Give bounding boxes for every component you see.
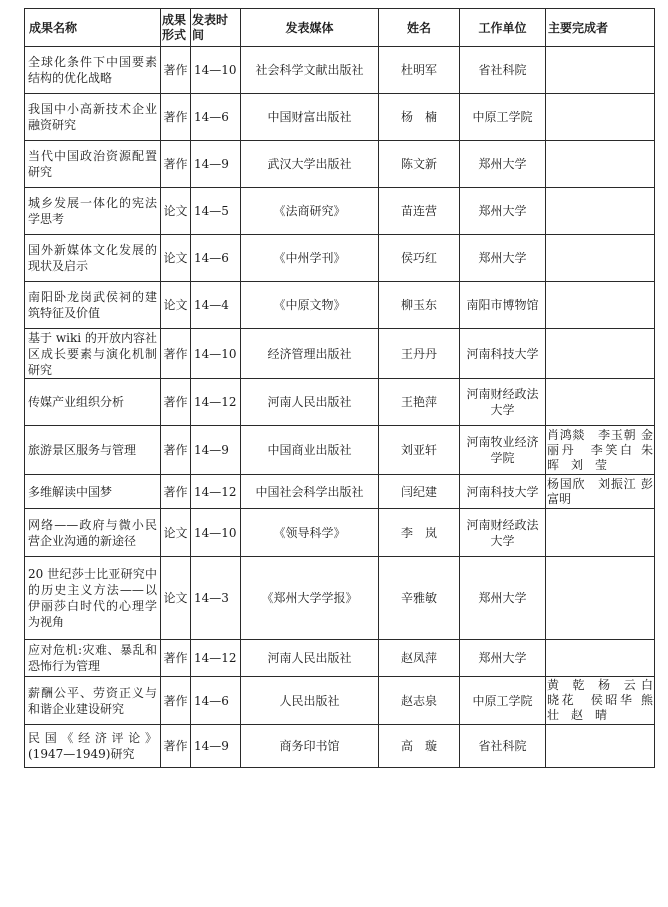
table-row	[25, 509, 655, 557]
cell-unit: 南阳市博物馆	[460, 282, 546, 329]
table-row	[25, 235, 655, 282]
cell-time: 14—10	[191, 47, 241, 94]
cell-time: 14—12	[191, 379, 241, 426]
cell-time: 14—3	[191, 557, 241, 640]
cell-title: 应对危机:灾难、暴乱和恐怖行为管理	[25, 640, 161, 677]
cell-title: 国外新媒体文化发展的现状及启示	[25, 235, 161, 282]
cell-time: 14—5	[191, 188, 241, 235]
cell-form: 著作	[161, 141, 191, 188]
cell-form: 著作	[161, 640, 191, 677]
cell-title: 当代中国政治资源配置研究	[25, 141, 161, 188]
cell-media: 《中原文物》	[241, 282, 379, 329]
cell-time: 14—10	[191, 329, 241, 379]
table-row	[25, 329, 655, 379]
cell-name: 杨 楠	[379, 94, 460, 141]
cell-title: 城乡发展一体化的宪法学思考	[25, 188, 161, 235]
cell-members	[546, 141, 655, 188]
cell-media: 中国财富出版社	[241, 94, 379, 141]
cell-time: 14—10	[191, 509, 241, 557]
table-header-row	[25, 9, 655, 47]
cell-title: 全球化条件下中国要素结构的优化战略	[25, 47, 161, 94]
cell-unit: 省社科院	[460, 725, 546, 768]
cell-media: 社会科学文献出版社	[241, 47, 379, 94]
cell-form: 著作	[161, 329, 191, 379]
cell-name: 苗连营	[379, 188, 460, 235]
table-row	[25, 557, 655, 640]
cell-title: 网络——政府与微小民营企业沟通的新途径	[25, 509, 161, 557]
cell-name: 李 岚	[379, 509, 460, 557]
cell-members: 肖鸿燚 李玉朝 金丽丹 李笑白 朱 晖 刘 莹	[546, 426, 655, 475]
cell-unit: 郑州大学	[460, 141, 546, 188]
cell-unit: 郑州大学	[460, 235, 546, 282]
cell-unit: 河南科技大学	[460, 329, 546, 379]
cell-form: 论文	[161, 509, 191, 557]
cell-form: 论文	[161, 557, 191, 640]
table-row	[25, 475, 655, 509]
cell-title: 南阳卧龙岗武侯祠的建筑特征及价值	[25, 282, 161, 329]
header-form: 成果形式	[161, 9, 191, 47]
cell-time: 14—6	[191, 677, 241, 725]
table-row	[25, 94, 655, 141]
cell-members	[546, 282, 655, 329]
achievement-table	[24, 8, 666, 768]
cell-time: 14—9	[191, 141, 241, 188]
cell-form: 论文	[161, 235, 191, 282]
table-row	[25, 282, 655, 329]
cell-form: 论文	[161, 282, 191, 329]
cell-members	[546, 509, 655, 557]
cell-members	[546, 379, 655, 426]
header-media: 发表媒体	[241, 9, 379, 47]
cell-unit: 中原工学院	[460, 94, 546, 141]
cell-form: 著作	[161, 426, 191, 475]
cell-unit: 河南科技大学	[460, 475, 546, 509]
cell-members	[546, 47, 655, 94]
header-unit: 工作单位	[460, 9, 546, 47]
cell-title: 我国中小高新技术企业融资研究	[25, 94, 161, 141]
cell-name: 赵凤萍	[379, 640, 460, 677]
cell-unit: 郑州大学	[460, 188, 546, 235]
cell-form: 著作	[161, 379, 191, 426]
table-row	[25, 379, 655, 426]
table-row	[25, 725, 655, 768]
cell-time: 14—6	[191, 94, 241, 141]
table-row	[25, 640, 655, 677]
cell-name: 王丹丹	[379, 329, 460, 379]
cell-unit: 河南财经政法大学	[460, 509, 546, 557]
cell-form: 著作	[161, 475, 191, 509]
cell-media: 《领导科学》	[241, 509, 379, 557]
cell-form: 著作	[161, 94, 191, 141]
cell-name: 柳玉东	[379, 282, 460, 329]
cell-media: 中国商业出版社	[241, 426, 379, 475]
cell-name: 辛雅敏	[379, 557, 460, 640]
cell-name: 刘亚轩	[379, 426, 460, 475]
cell-name: 陈文新	[379, 141, 460, 188]
cell-unit: 郑州大学	[460, 557, 546, 640]
cell-title: 20 世纪莎士比亚研究中的历史主义方法——以伊丽莎白时代的心理学为视角	[25, 557, 161, 640]
header-name: 姓名	[379, 9, 460, 47]
cell-unit: 河南牧业经济学院	[460, 426, 546, 475]
cell-unit: 河南财经政法大学	[460, 379, 546, 426]
cell-media: 武汉大学出版社	[241, 141, 379, 188]
cell-media: 河南人民出版社	[241, 379, 379, 426]
cell-form: 著作	[161, 47, 191, 94]
cell-members: 杨国欣 刘振江 彭富明	[546, 475, 655, 509]
cell-members: 黄 乾 杨 云 白晓花 侯昭华 熊 壮 赵 晴	[546, 677, 655, 725]
cell-media: 中国社会科学出版社	[241, 475, 379, 509]
cell-name: 赵志泉	[379, 677, 460, 725]
header-members: 主要完成者	[546, 9, 655, 47]
cell-title: 基于 wiki 的开放内容社区成长要素与演化机制研究	[25, 329, 161, 379]
cell-members	[546, 188, 655, 235]
cell-title: 传媒产业组织分析	[25, 379, 161, 426]
cell-time: 14—9	[191, 426, 241, 475]
cell-name: 闫纪建	[379, 475, 460, 509]
cell-name: 杜明军	[379, 47, 460, 94]
cell-form: 论文	[161, 188, 191, 235]
table-row	[25, 677, 655, 725]
cell-media: 人民出版社	[241, 677, 379, 725]
cell-media: 商务印书馆	[241, 725, 379, 768]
cell-form: 著作	[161, 725, 191, 768]
cell-name: 高 璇	[379, 725, 460, 768]
table-row	[25, 188, 655, 235]
cell-media: 《郑州大学学报》	[241, 557, 379, 640]
cell-name: 侯巧红	[379, 235, 460, 282]
cell-unit: 郑州大学	[460, 640, 546, 677]
cell-name: 王艳萍	[379, 379, 460, 426]
table-row	[25, 141, 655, 188]
cell-title: 旅游景区服务与管理	[25, 426, 161, 475]
cell-media: 经济管理出版社	[241, 329, 379, 379]
cell-members	[546, 725, 655, 768]
cell-unit: 省社科院	[460, 47, 546, 94]
cell-media: 河南人民出版社	[241, 640, 379, 677]
table-row	[25, 47, 655, 94]
cell-media: 《中州学刊》	[241, 235, 379, 282]
cell-members	[546, 235, 655, 282]
cell-time: 14—4	[191, 282, 241, 329]
cell-title: 多维解读中国梦	[25, 475, 161, 509]
header-time: 发表时间	[191, 9, 241, 47]
cell-time: 14—9	[191, 725, 241, 768]
cell-form: 著作	[161, 677, 191, 725]
header-title: 成果名称	[25, 9, 161, 47]
cell-unit: 中原工学院	[460, 677, 546, 725]
cell-members	[546, 557, 655, 640]
table-row	[25, 426, 655, 475]
cell-time: 14—12	[191, 475, 241, 509]
cell-members	[546, 94, 655, 141]
cell-members	[546, 329, 655, 379]
cell-time: 14—6	[191, 235, 241, 282]
cell-time: 14—12	[191, 640, 241, 677]
cell-title: 薪酬公平、劳资正义与和谐企业建设研究	[25, 677, 161, 725]
cell-title: 民国《经济评论》(1947—1949)研究	[25, 725, 161, 768]
cell-media: 《法商研究》	[241, 188, 379, 235]
cell-members	[546, 640, 655, 677]
